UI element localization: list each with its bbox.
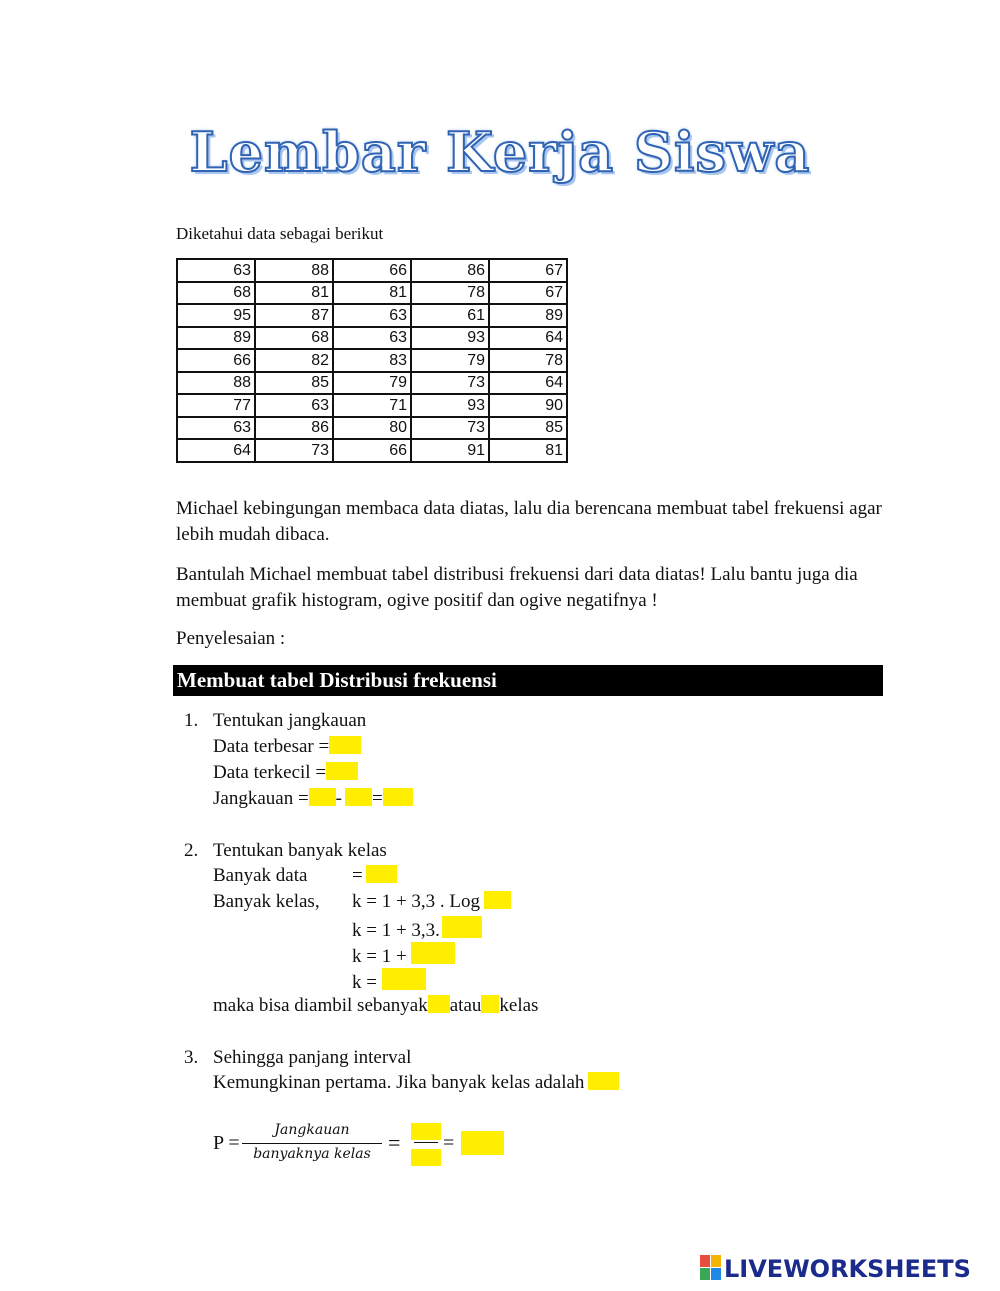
log-value-field[interactable] <box>442 916 482 938</box>
table-cell: 66 <box>333 259 411 282</box>
step2-number: 2. <box>184 840 199 861</box>
fraction-equals-1: = <box>388 1130 401 1155</box>
table-cell: 89 <box>489 304 567 327</box>
formula-multiply: k = 1 + 3,3. <box>352 920 440 941</box>
step1-number: 1. <box>184 710 199 731</box>
table-cell: 64 <box>177 439 255 462</box>
largest-label: Data terbesar = <box>213 736 330 757</box>
interval-result-field[interactable] <box>461 1131 504 1155</box>
possibility-row <box>213 1071 619 1095</box>
step3-number: 3. <box>184 1047 199 1068</box>
largest-answer-field[interactable] <box>329 736 361 754</box>
interval-denominator-field[interactable] <box>411 1149 441 1166</box>
table-cell: 73 <box>255 439 333 462</box>
table-row <box>177 327 567 350</box>
table-cell: 89 <box>177 327 255 350</box>
count-label: Banyak data <box>213 865 308 886</box>
table-cell: 91 <box>411 439 489 462</box>
conclusion-row <box>213 994 538 1018</box>
minus-sign: - <box>335 788 342 809</box>
class-count-field[interactable] <box>588 1072 619 1090</box>
classes-label: Banyak kelas, <box>213 891 320 912</box>
smallest-answer-field[interactable] <box>326 762 358 780</box>
table-cell: 63 <box>177 417 255 440</box>
table-cell: 85 <box>489 417 567 440</box>
range-label: Jangkauan = <box>213 788 309 809</box>
conclusion-text-b: atau <box>449 995 482 1016</box>
table-cell: 66 <box>177 349 255 372</box>
table-cell: 81 <box>255 282 333 305</box>
product-field[interactable] <box>411 942 455 964</box>
table-cell: 82 <box>255 349 333 372</box>
range-min-field[interactable] <box>345 788 372 806</box>
fraction-bar <box>242 1143 382 1144</box>
table-row <box>177 372 567 395</box>
page-title: Lembar Kerja Siswa <box>189 120 811 184</box>
table-cell: 78 <box>411 282 489 305</box>
count-equals: = <box>352 865 363 886</box>
step2-heading: Tentukan banyak kelas <box>213 840 387 861</box>
table-cell: 63 <box>177 259 255 282</box>
table-cell: 81 <box>489 439 567 462</box>
range-max-field[interactable] <box>309 788 336 806</box>
possibility-text: Kemungkinan pertama. Jika banyak kelas adalah <box>213 1072 585 1093</box>
table-row <box>177 394 567 417</box>
table-cell: 86 <box>255 417 333 440</box>
log-input-field[interactable] <box>484 891 511 909</box>
step1-heading: Tentukan jangkauan <box>213 710 367 731</box>
logo-text: LIVEWORKSHEETS <box>724 1255 971 1283</box>
table-row <box>177 349 567 372</box>
formula-log: k = 1 + 3,3 . Log <box>352 891 481 912</box>
k-result-field[interactable] <box>382 968 426 990</box>
formula-row-3 <box>352 942 455 969</box>
table-cell: 61 <box>411 304 489 327</box>
table-row <box>177 282 567 305</box>
table-cell: 73 <box>411 417 489 440</box>
table-cell: 80 <box>333 417 411 440</box>
table-cell: 87 <box>255 304 333 327</box>
table-cell: 67 <box>489 259 567 282</box>
class-option-1-field[interactable] <box>428 995 450 1013</box>
table-cell: 95 <box>177 304 255 327</box>
table-cell: 93 <box>411 327 489 350</box>
count-answer-field[interactable] <box>366 865 397 883</box>
table-cell: 78 <box>489 349 567 372</box>
formula-result: k = <box>352 972 377 993</box>
smallest-row <box>213 761 358 785</box>
table-cell: 85 <box>255 372 333 395</box>
smallest-label: Data terkecil = <box>213 762 327 783</box>
formula-row-1 <box>352 890 511 914</box>
table-row <box>177 439 567 462</box>
table-cell: 64 <box>489 372 567 395</box>
range-row <box>213 787 413 811</box>
liveworksheets-logo-icon <box>700 1255 722 1281</box>
table-cell: 68 <box>177 282 255 305</box>
largest-row <box>213 735 361 759</box>
intro-text: Diketahui data sebagai berikut <box>176 224 384 243</box>
table-cell: 79 <box>411 349 489 372</box>
table-cell: 86 <box>411 259 489 282</box>
table-cell: 88 <box>255 259 333 282</box>
conclusion-text-a: maka bisa diambil sebanyak <box>213 995 428 1016</box>
table-cell: 93 <box>411 394 489 417</box>
data-table <box>176 258 568 463</box>
table-cell: 63 <box>333 327 411 350</box>
section-banner: Membuat tabel Distribusi frekuensi <box>173 665 883 696</box>
p-label: P = <box>213 1132 240 1154</box>
class-option-2-field[interactable] <box>481 995 499 1013</box>
count-row <box>352 864 397 888</box>
table-cell: 64 <box>489 327 567 350</box>
table-cell: 63 <box>255 394 333 417</box>
problem-paragraph: Michael kebingungan membaca data diatas, lalu dia berencana membuat tabel frekuensi agar lebih mudah dibaca. <box>176 498 882 545</box>
range-result-field[interactable] <box>383 788 413 806</box>
fraction-numerator: Jangkauan <box>274 1122 350 1138</box>
table-cell: 71 <box>333 394 411 417</box>
table-cell: 88 <box>177 372 255 395</box>
table-cell: 83 <box>333 349 411 372</box>
table-row <box>177 259 567 282</box>
table-cell: 77 <box>177 394 255 417</box>
interval-numerator-field[interactable] <box>411 1123 441 1140</box>
table-cell: 90 <box>489 394 567 417</box>
liveworksheets-logo[interactable] <box>700 1255 971 1283</box>
table-cell: 81 <box>333 282 411 305</box>
table-row <box>177 417 567 440</box>
step3-heading: Sehingga panjang interval <box>213 1047 412 1068</box>
table-cell: 68 <box>255 327 333 350</box>
fraction-equals-2: = <box>443 1132 455 1154</box>
table-cell: 66 <box>333 439 411 462</box>
fraction-denominator: banyaknya kelas <box>253 1146 371 1162</box>
table-cell: 67 <box>489 282 567 305</box>
conclusion-text-c: kelas <box>499 995 539 1016</box>
range-equals: = <box>372 788 383 809</box>
table-cell: 63 <box>333 304 411 327</box>
table-cell: 79 <box>333 372 411 395</box>
formula-row-4 <box>352 968 426 995</box>
formula-sum: k = 1 + <box>352 946 407 967</box>
table-cell: 73 <box>411 372 489 395</box>
solution-label: Penyelesaian : <box>176 628 286 649</box>
formula-row-2 <box>352 916 482 943</box>
answer-fraction-bar <box>414 1142 438 1143</box>
table-row <box>177 304 567 327</box>
task-paragraph: Bantulah Michael membuat tabel distribusi frekuensi dari data diatas! Lalu bantu juga dia membuat grafik histogram, ogive positif dan ogive negatifnya ! <box>176 564 858 611</box>
